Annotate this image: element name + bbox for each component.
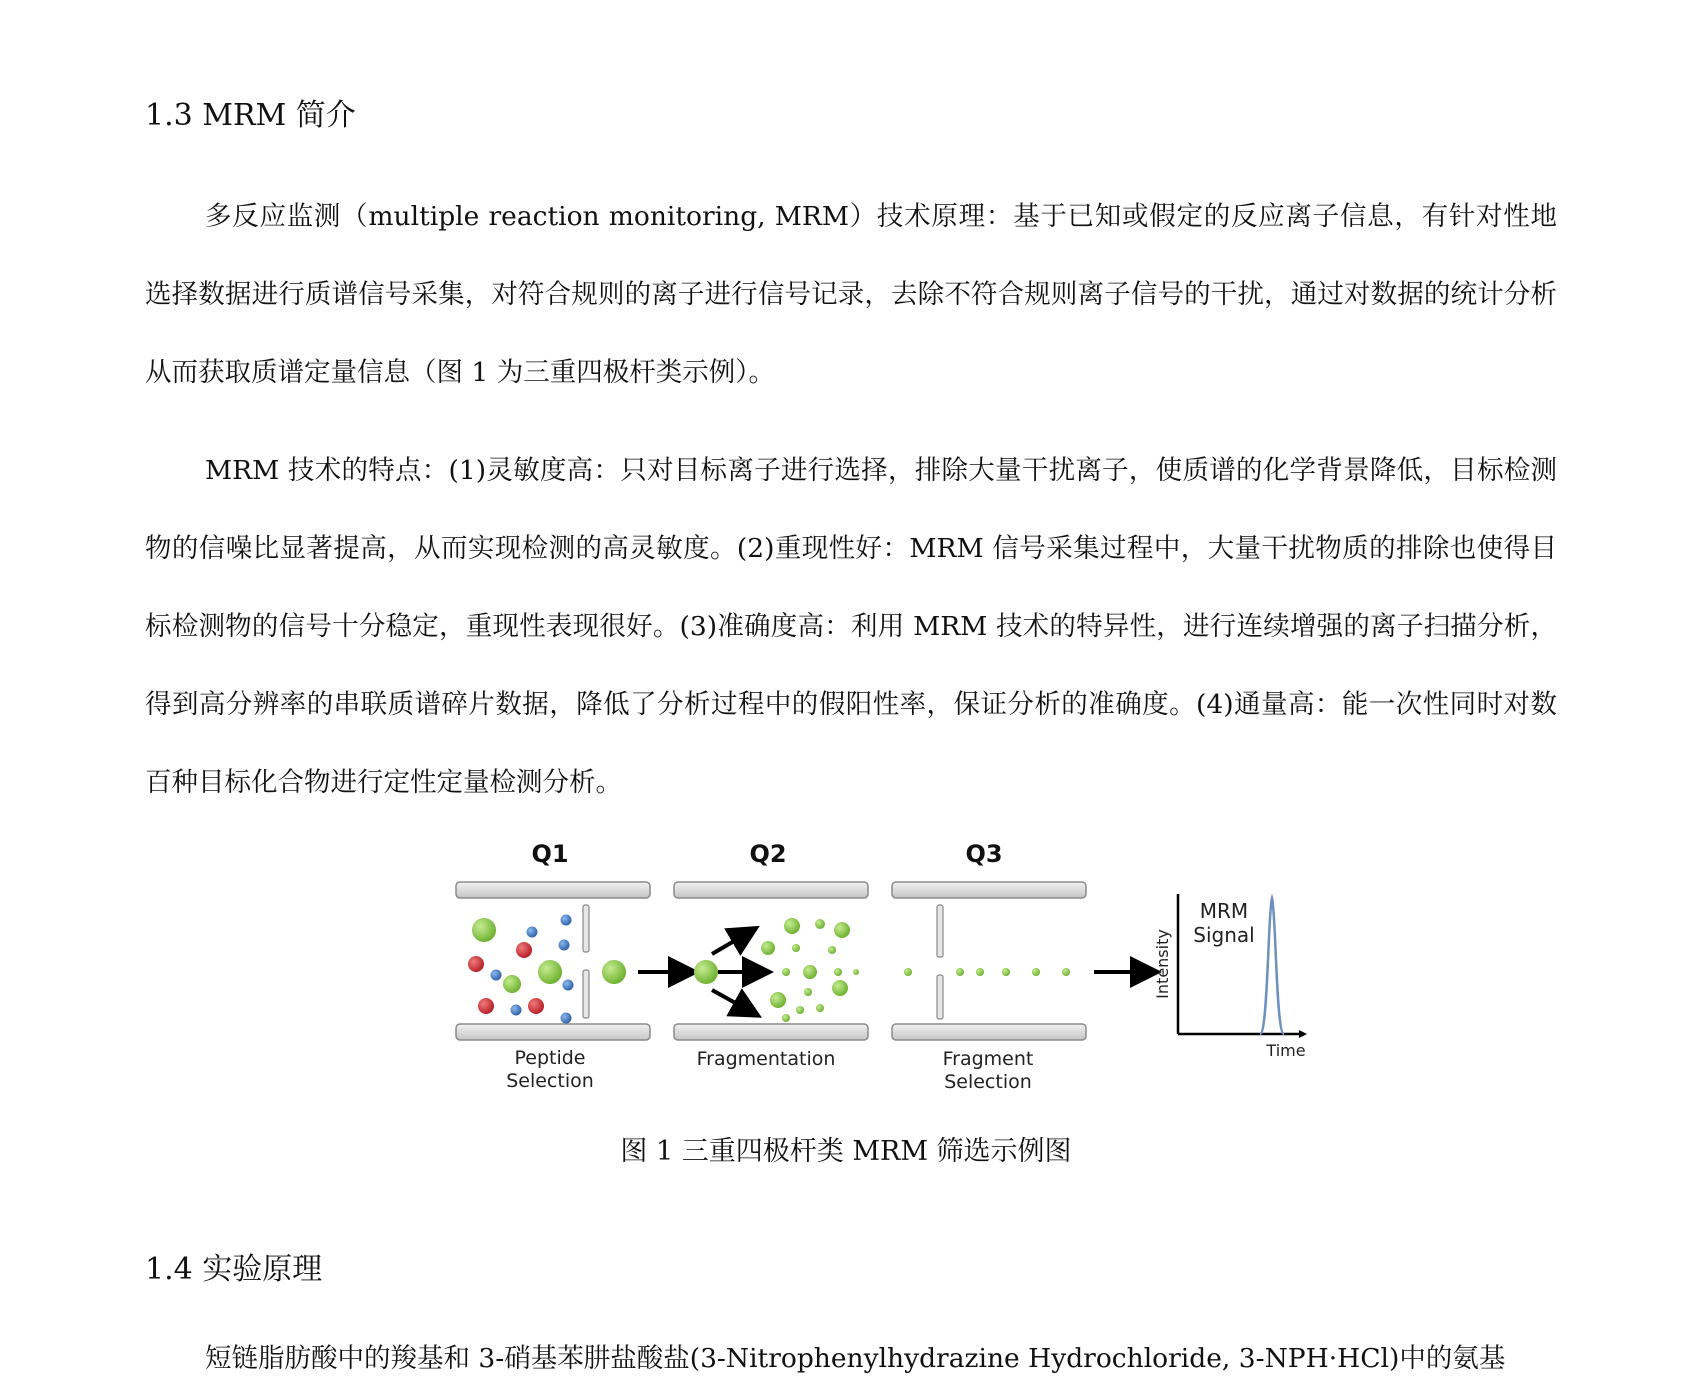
paragraph-mrm-principle: 多反应监测（multiple reaction monitoring, MRM）技术原理：基于已知或假定的反应离子信息，有针对性地选择数据进行质谱信号采集，对符合规则的离子进行信号记录，去除不符合规则离子信号的干扰，通过对数据的统计分析从而获取质谱定量信息（图 1 为三重四极杆类示例）。 [145,201,1557,388]
stage1-label-line2: Selection [506,1070,594,1092]
q2-label: Q2 [749,840,787,868]
mrm-signal-plot [1153,894,1307,1060]
stage3-label-line2: Selection [944,1071,1032,1093]
mrm-diagram [450,832,1310,1102]
section-heading-1-4: 1.4 实验原理 [145,1252,323,1287]
q1-label: Q1 [531,840,569,868]
q2-fragments [694,918,859,1022]
signal-label-line1: MRM [1199,899,1249,923]
signal-peak [1260,898,1284,1034]
y-axis-label: Intensity [1153,929,1172,999]
mrm-figure [450,832,1310,1102]
q3-fragments [904,968,1070,976]
figure-caption: 图 1 三重四极杆类 MRM 筛选示例图 [620,1136,1072,1167]
stage3-label-line1: Fragment [942,1048,1034,1070]
q1-ions [468,915,626,1024]
stage1-label-line1: Peptide [514,1047,586,1069]
section-heading-1-3: 1.3 MRM 简介 [145,98,356,133]
stage2-label: Fragmentation [696,1048,836,1070]
paragraph-mrm-features: MRM 技术的特点：(1)灵敏度高：只对目标离子进行选择，排除大量干扰离子，使质谱的化学背景降低，目标检测物的信噪比显著提高，从而实现检测的高灵敏度。(2)重现性好：MRM 信号采集过程中，大量干扰物质的排除也使得目标检测物的信号十分稳定，重现性表现很好。(3)准确度高：利用 MRM 技术的特异性，进行连续增强的离子扫描分析，得到高分辨率的串联质谱碎片数据，降低了分析过程中的假阳性率，保证分析的准确度。(4)通量高：能一次性同时对数百种目标化合物进行定性定量检测分析。 [145,455,1557,798]
paragraph-experiment-principle: 短链脂肪酸中的羧基和 3-硝基苯肼盐酸盐(3-Nitrophenylhydrazine Hydrochloride, 3-NPH·HCl)中的氨基 [205,1343,1506,1374]
signal-label-line2: Signal [1193,923,1255,947]
q3-label: Q3 [965,840,1003,868]
x-axis-label: Time [1266,1041,1306,1060]
